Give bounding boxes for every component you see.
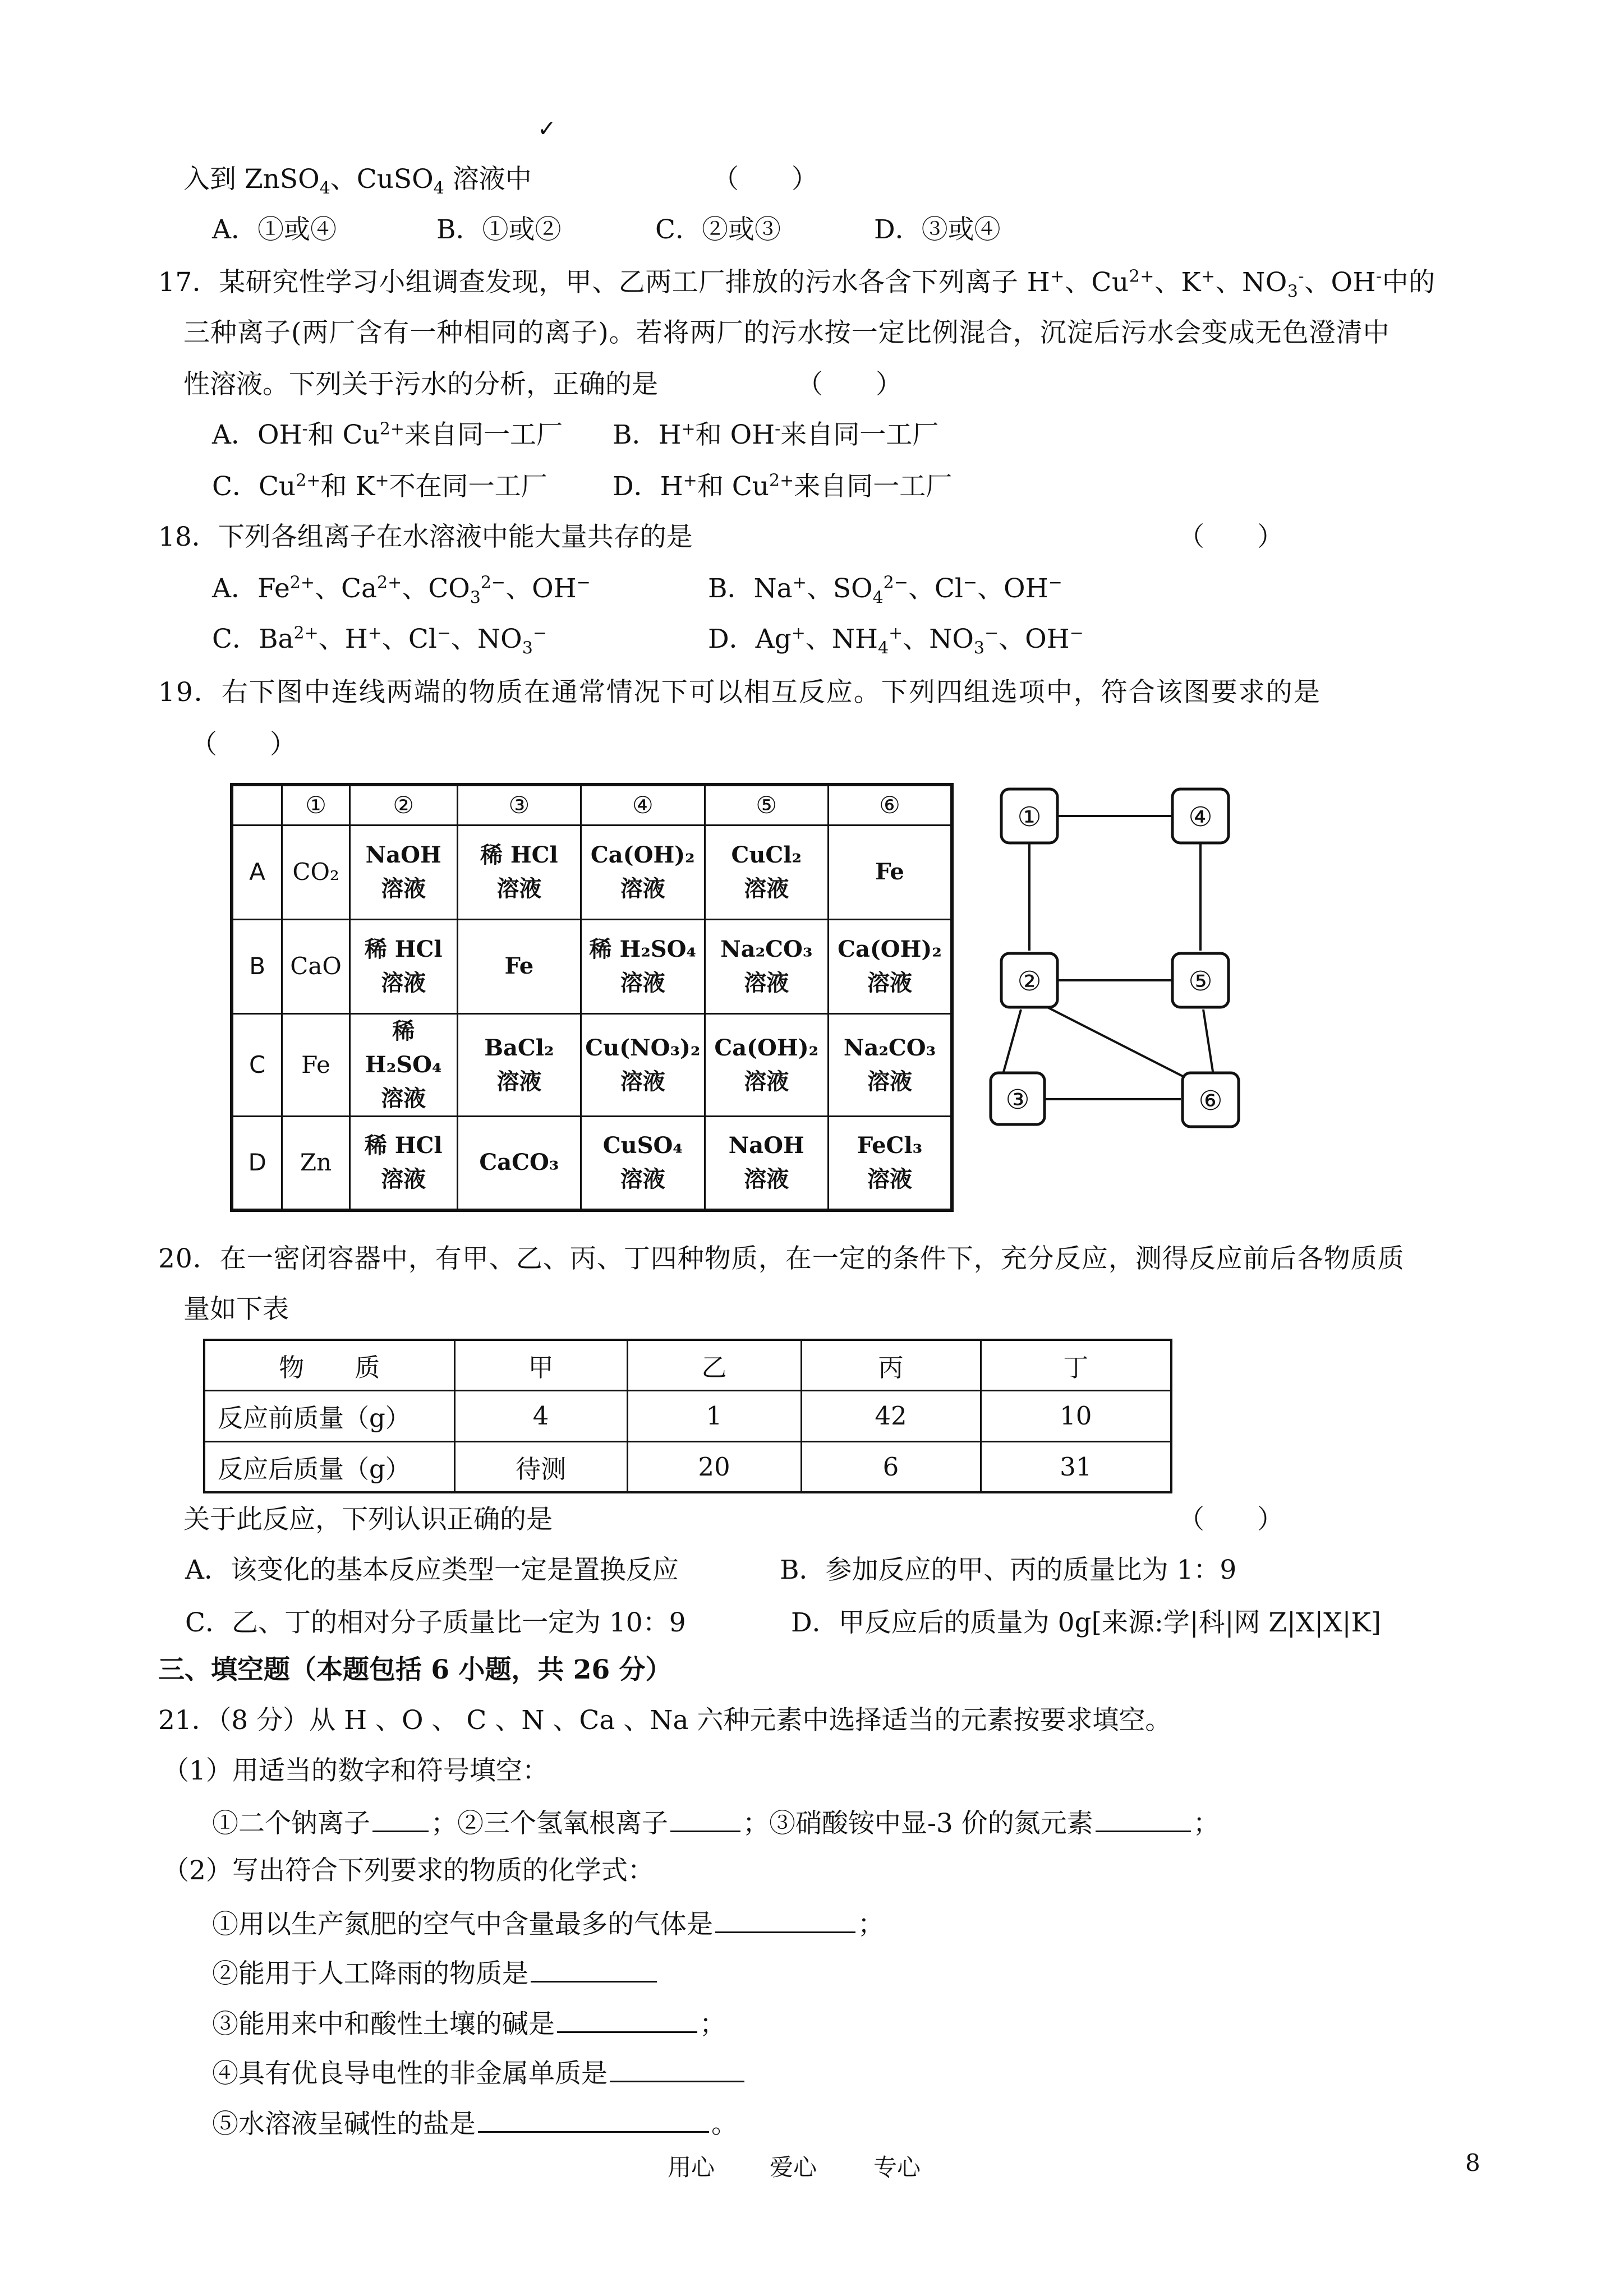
q20-option-c[interactable]: C．乙、丁的相对分子质量比一定为 10：9: [185, 1607, 686, 1638]
q18-stem: 18．下列各组离子在水溶液中能大量共存的是: [158, 522, 693, 552]
q19-options-table: [230, 783, 954, 1212]
q19-cell: ②: [349, 785, 457, 825]
blank-2-5[interactable]: [478, 2105, 709, 2133]
q20-cell: 4: [454, 1391, 627, 1441]
checkmark: ✓: [537, 116, 556, 142]
q19-cell: ④: [581, 785, 705, 825]
q19-cell: Ca(OH)₂ 溶液: [705, 1013, 828, 1116]
q20-cell: 丙: [801, 1340, 981, 1391]
q20-option-b[interactable]: B．参加反应的甲、丙的质量比为 1：9: [780, 1555, 1237, 1585]
q20-option-a[interactable]: A．该变化的基本反应类型一定是置换反应: [185, 1555, 679, 1585]
node-6: ⑥: [1198, 1085, 1223, 1117]
blank-1-1[interactable]: [372, 1805, 429, 1832]
q19-cell: Zn: [282, 1116, 349, 1210]
blank-1-3[interactable]: [1096, 1805, 1191, 1832]
q19-cell: 稀 HCl 溶液: [349, 919, 457, 1013]
page-number: 8: [1465, 2149, 1480, 2177]
node-2: ②: [1017, 966, 1042, 997]
blank-1-2[interactable]: [670, 1805, 740, 1832]
q19-cell: BaCl₂ 溶液: [457, 1013, 581, 1116]
q19-cell: ⑤: [705, 785, 828, 825]
q16-option-c[interactable]: C．②或③: [655, 214, 781, 245]
q19-cell: B: [232, 919, 282, 1013]
q18-option-a[interactable]: A．$Fe^{2+}$、$Ca^{2+}$、$CO_3^{2-}$、OH−: [212, 573, 591, 608]
q17-option-d[interactable]: D．H+和 $Cu^{2+}$来自同一工厂: [613, 471, 953, 502]
node-4: ④: [1188, 801, 1213, 833]
blank-2-2[interactable]: [531, 1955, 657, 1983]
q19-row-b: [232, 919, 952, 1013]
q20-cell: 丁: [981, 1340, 1171, 1391]
q21-stem: 21．（8 分）从 H 、O 、 C 、N 、Ca 、Na 六种元素中选择适当的元素按要求填空。: [158, 1705, 1172, 1736]
footer-motto-1: 用心: [668, 2154, 715, 2181]
q19-row-c: [232, 1013, 952, 1116]
q19-cell: Cu(NO₃)₂ 溶液: [581, 1013, 705, 1116]
node-3: ③: [1005, 1084, 1030, 1115]
footer-motto-2: 爱心: [770, 2154, 817, 2181]
blank-2-1[interactable]: [715, 1906, 855, 1933]
q19-cell: 稀 HCl 溶液: [349, 1116, 457, 1210]
reaction-diagram: [987, 782, 1268, 1141]
q18-option-b[interactable]: B．Na+、$SO_4^{2-}$、Cl−、OH−: [708, 573, 1062, 608]
q19-cell: D: [232, 1116, 282, 1210]
q20-cell: 反应前质量（g）: [204, 1391, 454, 1441]
q18-option-c[interactable]: C．$Ba^{2+}$、H+、Cl−、$NO_3^-$: [212, 623, 547, 658]
q21-item2: ②能用于人工降雨的物质是: [212, 1955, 659, 1991]
q20-cell: 物 质: [204, 1340, 454, 1391]
q20-cell: 6: [801, 1441, 981, 1492]
q20-cell: 甲: [454, 1340, 627, 1391]
q21-item5: ⑤水溶液呈碱性的盐是 。: [212, 2105, 738, 2141]
q18-paren: （ ）: [1178, 522, 1283, 552]
q20-header-row: [204, 1340, 1171, 1391]
q19-cell: Ca(OH)₂ 溶液: [828, 919, 952, 1013]
q19-cell: 稀 H₂SO₄ 溶液: [349, 1013, 457, 1116]
q20-cell: 20: [627, 1441, 801, 1492]
q16-option-d[interactable]: D．③或④: [874, 214, 1001, 245]
q20-cell: 待测: [454, 1441, 627, 1492]
q19-cell: Fe: [828, 825, 952, 919]
q16-paren: （ ）: [712, 164, 818, 195]
q21-item4: ④具有优良导电性的非金属单质是: [212, 2055, 747, 2091]
q20-line2: 量如下表: [183, 1294, 289, 1325]
q20-paren: （ ）: [1178, 1504, 1283, 1535]
q21-part2: （2）写出符合下列要求的物质的化学式：: [163, 1855, 654, 1886]
q21-item1: ①用以生产氮肥的空气中含量最多的气体是 ；: [212, 1906, 884, 1942]
q19-cell: CaCO₃: [457, 1116, 581, 1210]
q16-tail: 入到 ZnSO$_4$、CuSO$_4$ 溶液中: [183, 164, 532, 199]
q19-row-d: [232, 1116, 952, 1210]
q20-mass-table: [203, 1339, 1172, 1493]
q17-option-b[interactable]: B．H+和 OH-来自同一工厂: [613, 419, 939, 450]
q16-option-b[interactable]: B．①或②: [436, 214, 562, 245]
q19-cell: Na₂CO₃ 溶液: [828, 1013, 952, 1116]
section-3-heading: 三、填空题（本题包括 6 小题，共 26 分）: [158, 1654, 672, 1685]
node-5: ⑤: [1188, 966, 1213, 997]
q19-cell: ①: [282, 785, 349, 825]
q18-option-d[interactable]: D．Ag+、$NH_4^+$、$NO_3^-$、OH−: [708, 623, 1084, 658]
q17-option-c[interactable]: C．$Cu^{2+}$和 K+不在同一工厂: [212, 471, 548, 502]
q20-stem: 关于此反应，下列认识正确的是: [183, 1504, 553, 1535]
q20-cell: 1: [627, 1391, 801, 1441]
q20-cell: 42: [801, 1391, 981, 1441]
q19-cell: FeCl₃ 溶液: [828, 1116, 952, 1210]
q21-part1: （1）用适当的数字和符号填空：: [163, 1755, 549, 1786]
q17-option-a[interactable]: A．OH-和 $Cu^{2+}$来自同一工厂: [212, 419, 563, 450]
q16-option-a[interactable]: A．①或④: [212, 214, 337, 245]
q19-cell: ⑥: [828, 785, 952, 825]
q19-cell: Na₂CO₃ 溶液: [705, 919, 828, 1013]
q20-row: [204, 1391, 1171, 1441]
q17-paren: （ ）: [797, 369, 902, 400]
q17-line3: 性溶液。下列关于污水的分析，正确的是: [183, 369, 658, 400]
q19-cell: CO₂: [282, 825, 349, 919]
q19-row-a: [232, 825, 952, 919]
q19-cell: [232, 785, 282, 825]
q16-options: [212, 213, 1001, 247]
q19-cell: 稀 HCl 溶液: [457, 825, 581, 919]
q17-line2: 三种离子(两厂含有一种相同的离子)。若将两厂的污水按一定比例混合，沉淀后污水会变成无色澄清中: [183, 317, 1390, 348]
q19-line1: 19．右下图中连线两端的物质在通常情况下可以相互反应。下列四组选项中，符合该图要求的是: [158, 677, 1321, 708]
q20-cell: 反应后质量（g）: [204, 1441, 454, 1492]
q19-cell: Fe: [457, 919, 581, 1013]
blank-2-4[interactable]: [610, 2055, 744, 2082]
q20-option-d[interactable]: D．甲反应后的质量为 0g[来源:学|科|网 Z|X|X|K]: [791, 1607, 1381, 1638]
q19-cell: Ca(OH)₂ 溶液: [581, 825, 705, 919]
q20-cell: 乙: [627, 1340, 801, 1391]
q21-item3: ③能用来中和酸性土壤的碱是 ；: [212, 2005, 726, 2041]
q19-cell: 稀 H₂SO₄ 溶液: [581, 919, 705, 1013]
q19-cell: CuSO₄ 溶液: [581, 1116, 705, 1210]
q19-cell: Fe: [282, 1013, 349, 1116]
q19-header-row: [232, 785, 952, 825]
q19-cell: NaOH 溶液: [349, 825, 457, 919]
q19-cell: CuCl₂ 溶液: [705, 825, 828, 919]
q19-cell: CaO: [282, 919, 349, 1013]
q17-line1: 17．某研究性学习小组调查发现，甲、乙两工厂排放的污水各含下列离子 H+、$Cu^{2+}$、K+、$NO_3^-$、OH-中的: [158, 266, 1436, 302]
q20-cell: 10: [981, 1391, 1171, 1441]
blank-2-3[interactable]: [557, 2005, 697, 2033]
q19-cell: ③: [457, 785, 581, 825]
q20-row: [204, 1441, 1171, 1492]
footer-motto-3: 专心: [873, 2154, 921, 2181]
q19-cell: A: [232, 825, 282, 919]
q19-paren: （ ）: [191, 729, 296, 760]
q20-line1: 20．在一密闭容器中，有甲、乙、丙、丁四种物质，在一定的条件下，充分反应，测得反应前后各物质质: [158, 1243, 1405, 1274]
q21-part1-blanks: ①二个钠离子 ；②三个氢氧根离子 ；③硝酸铵中显-3 价的氮元素 ；: [212, 1805, 1220, 1841]
q20-cell: 31: [981, 1441, 1171, 1492]
q19-cell: NaOH 溶液: [705, 1116, 828, 1210]
node-1: ①: [1017, 801, 1042, 833]
q19-cell: C: [232, 1013, 282, 1116]
